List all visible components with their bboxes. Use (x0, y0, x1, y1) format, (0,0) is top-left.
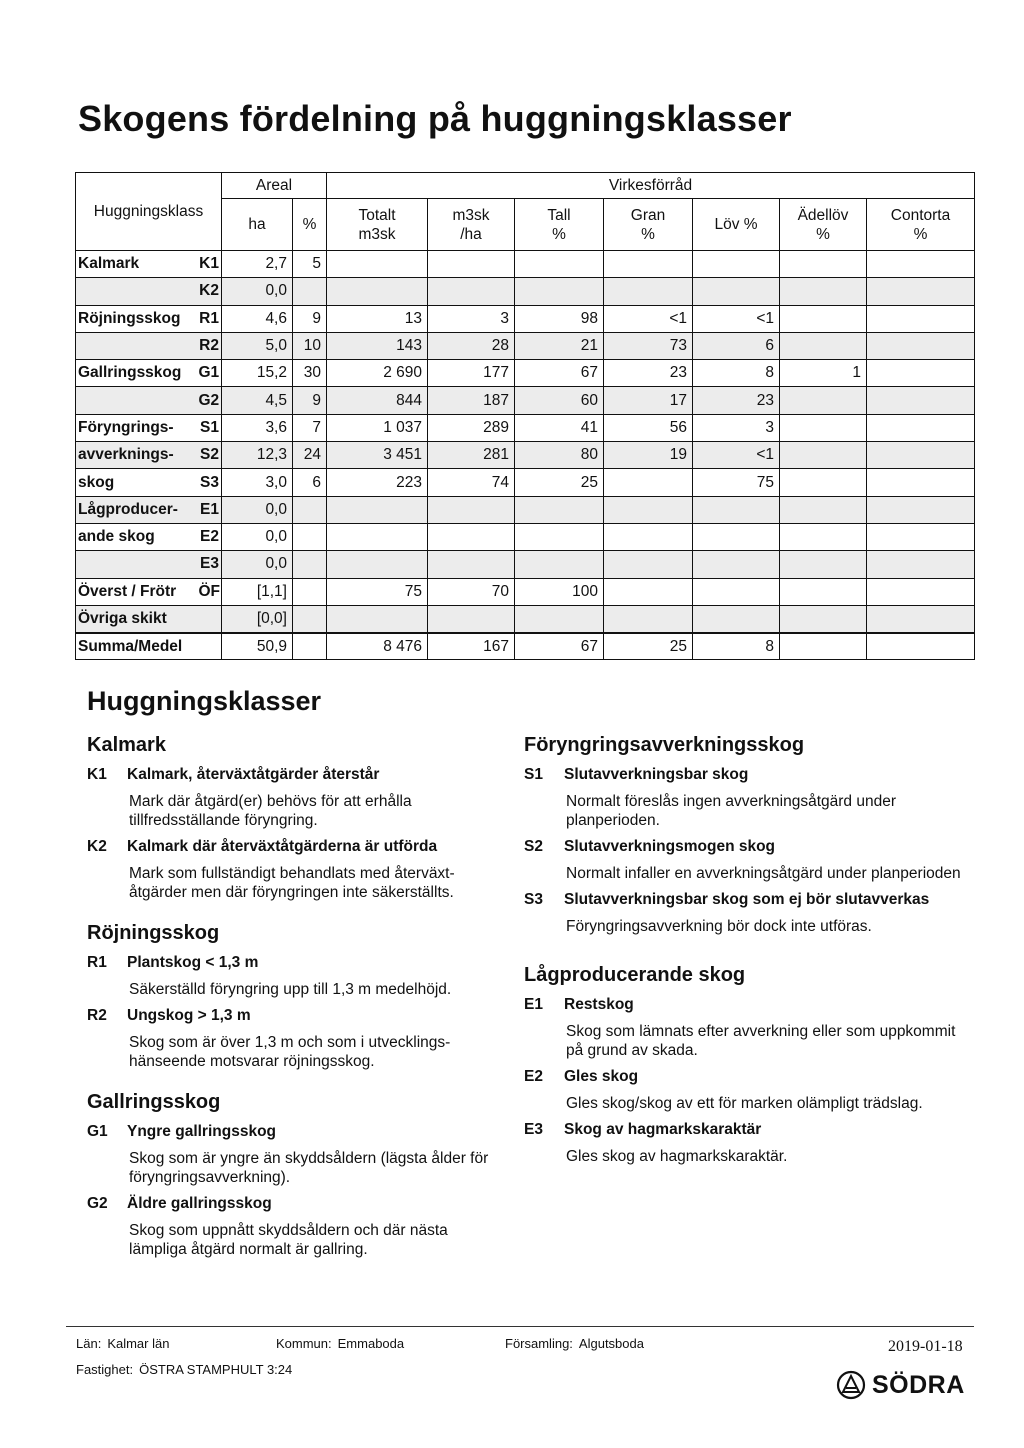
cell-pct: 7 (293, 414, 327, 441)
cell-lov (693, 523, 780, 550)
table-row (76, 414, 975, 441)
cell-tall: 67 (515, 360, 604, 387)
cell-totalt: 1 037 (327, 414, 428, 441)
item-description: Säkerställd föryngring upp till 1,3 m medelhöjd. (129, 981, 452, 998)
item-description: Skog som uppnått skyddsåldern och där nästa lämpliga åtgärd normalt är gallring. (129, 1222, 448, 1258)
row-class: S1 (194, 414, 222, 441)
item-description: Föryngringsavverkning bör dock inte utföras. (566, 918, 872, 935)
cell-pct: 9 (293, 387, 327, 414)
definition-item (87, 1195, 507, 1259)
row-name (76, 551, 194, 578)
header-adellov: Ädellöv % (780, 199, 867, 251)
cell-tall (515, 551, 604, 578)
cell-gran: <1 (604, 305, 693, 332)
cell-cont (867, 332, 975, 359)
page-title: Skogens fördelning på huggningsklasser (78, 98, 792, 139)
cell-adel (780, 523, 867, 550)
cell-lov: 8 (693, 360, 780, 387)
cell-totalt: 2 690 (327, 360, 428, 387)
header-m3sk-ha: m3sk /ha (428, 199, 515, 251)
cell-totalt (327, 523, 428, 550)
item-name: Kalmark, återväxtåtgärder återstår (127, 766, 380, 783)
cell-m3ha (428, 605, 515, 633)
cell-totalt: 223 (327, 469, 428, 496)
footer-date: 2019-01-18 (888, 1338, 963, 1355)
cell-pct (293, 551, 327, 578)
cell-totalt (327, 278, 428, 305)
item-name: Äldre gallringsskog (127, 1195, 272, 1212)
cell-lov: 23 (693, 387, 780, 414)
cell-cont (867, 442, 975, 469)
cell-gran: 17 (604, 387, 693, 414)
item-name: Gles skog (564, 1068, 639, 1085)
cell-adel (780, 387, 867, 414)
cell-pct (293, 496, 327, 523)
row-name: Röjningsskog (76, 305, 194, 332)
item-description: Normalt föreslås ingen avverkningsåtgärd under planperioden. (566, 793, 896, 829)
table-row (76, 332, 975, 359)
row-class: ÖF (194, 578, 222, 605)
sodra-logo (836, 1370, 965, 1400)
group-lagproducerande-skog (524, 964, 974, 1166)
cell-adel (780, 278, 867, 305)
item-code: R2 (87, 1007, 107, 1024)
cell-m3ha (428, 496, 515, 523)
cell-cont (867, 523, 975, 550)
cell-ha: [1,1] (222, 578, 293, 605)
header-huggningsklass: Huggningsklass (76, 173, 222, 251)
item-name: Plantskog < 1,3 m (127, 954, 259, 971)
cell-pct: 30 (293, 360, 327, 387)
group-title: Föryngringsavverkningsskog (524, 734, 805, 756)
row-class: G2 (194, 387, 222, 414)
table-row (76, 251, 975, 278)
cell-lov (693, 578, 780, 605)
header-virkesforrad: Virkesförråd (327, 173, 975, 199)
summary-lov: 8 (693, 633, 780, 660)
header-ha: ha (222, 199, 293, 251)
footer-lan: Län: Kalmar län (76, 1336, 170, 1351)
item-name: Slutavverkningsbar skog (564, 766, 749, 783)
row-class: K1 (194, 251, 222, 278)
cell-adel (780, 578, 867, 605)
item-name: Ungskog > 1,3 m (127, 1007, 251, 1024)
cell-m3ha: 70 (428, 578, 515, 605)
cell-totalt (327, 496, 428, 523)
definition-item (87, 1123, 507, 1187)
item-description: Skog som är över 1,3 m och som i utvecklings-hänseende motsvarar röjningsskog. (129, 1034, 451, 1070)
cell-pct: 9 (293, 305, 327, 332)
cell-ha: 0,0 (222, 523, 293, 550)
cell-totalt: 143 (327, 332, 428, 359)
header-tall: Tall % (515, 199, 604, 251)
cell-ha: 3,0 (222, 469, 293, 496)
cell-gran: 19 (604, 442, 693, 469)
item-name: Slutavverkningsmogen skog (564, 838, 776, 855)
cell-ha: 4,6 (222, 305, 293, 332)
cell-adel (780, 251, 867, 278)
table-row (76, 578, 975, 605)
item-name: Yngre gallringsskog (127, 1123, 277, 1140)
row-name: Kalmark (76, 251, 194, 278)
cell-adel (780, 442, 867, 469)
summary-ha: 50,9 (222, 633, 293, 660)
row-class: R2 (194, 332, 222, 359)
cell-tall (515, 605, 604, 633)
cell-tall (515, 278, 604, 305)
summary-adel (780, 633, 867, 660)
cell-tall: 80 (515, 442, 604, 469)
cell-gran: 73 (604, 332, 693, 359)
cell-m3ha (428, 523, 515, 550)
row-name: Övriga skikt (76, 605, 194, 633)
row-name (76, 278, 194, 305)
cell-tall: 41 (515, 414, 604, 441)
cell-ha: 4,5 (222, 387, 293, 414)
cell-totalt: 844 (327, 387, 428, 414)
row-class: E2 (194, 523, 222, 550)
table-row (76, 305, 975, 332)
item-code: R1 (87, 954, 107, 971)
cell-totalt: 13 (327, 305, 428, 332)
table-row (76, 523, 975, 550)
footer-kommun: Kommun: Emmaboda (276, 1336, 405, 1351)
cell-m3ha: 177 (428, 360, 515, 387)
footer-forsamling: Församling: Algutsboda (505, 1336, 644, 1351)
definition-item (87, 766, 507, 830)
cell-gran (604, 605, 693, 633)
cell-cont (867, 414, 975, 441)
cell-tall: 60 (515, 387, 604, 414)
cell-tall: 98 (515, 305, 604, 332)
summary-row (76, 633, 975, 660)
row-class: E3 (194, 551, 222, 578)
distribution-table (75, 172, 975, 660)
cell-cont (867, 360, 975, 387)
cell-lov: 75 (693, 469, 780, 496)
cell-m3ha (428, 551, 515, 578)
cell-cont (867, 469, 975, 496)
definition-item (524, 766, 974, 830)
cell-pct: 24 (293, 442, 327, 469)
row-name: Överst / Frötr (76, 578, 194, 605)
group-rojningsskog (87, 922, 507, 1071)
header-totalt: Totalt m3sk (327, 199, 428, 251)
cell-adel (780, 496, 867, 523)
definition-item (524, 1068, 974, 1113)
item-code: K1 (87, 766, 107, 783)
table-row (76, 605, 975, 633)
cell-lov (693, 605, 780, 633)
item-description: Mark som fullständigt behandlats med återväxt-åtgärder men där föryngringen inte säkerställts. (129, 865, 455, 901)
cell-gran: 56 (604, 414, 693, 441)
cell-tall: 25 (515, 469, 604, 496)
item-description: Skog som är yngre än skyddsåldern (lägsta ålder för föryngringsavverkning). (129, 1150, 489, 1186)
cell-m3ha: 187 (428, 387, 515, 414)
row-class: S3 (194, 469, 222, 496)
row-class: E1 (194, 496, 222, 523)
cell-ha: [0,0] (222, 605, 293, 633)
cell-ha: 3,6 (222, 414, 293, 441)
group-foryngringsavverkningsskog (524, 734, 974, 936)
row-name: skog (76, 469, 194, 496)
sodra-logo-icon (836, 1370, 866, 1400)
cell-gran (604, 469, 693, 496)
summary-tall: 67 (515, 633, 604, 660)
summary-m3ha: 167 (428, 633, 515, 660)
table-row (76, 551, 975, 578)
cell-lov (693, 278, 780, 305)
definition-item (524, 891, 974, 936)
cell-gran (604, 251, 693, 278)
cell-totalt (327, 551, 428, 578)
header-areal: Areal (222, 173, 327, 199)
row-class: R1 (194, 305, 222, 332)
summary-gran: 25 (604, 633, 693, 660)
cell-pct: 10 (293, 332, 327, 359)
cell-lov: 6 (693, 332, 780, 359)
row-name: Lågproducer- (76, 496, 194, 523)
summary-label: Summa/Medel (76, 633, 222, 660)
item-description: Skog som lämnats efter avverkning eller som uppkommit på grund av skada. (566, 1023, 956, 1059)
definition-item (524, 996, 974, 1060)
cell-gran (604, 496, 693, 523)
cell-totalt (327, 251, 428, 278)
definition-item (87, 838, 507, 902)
table-row (76, 360, 975, 387)
item-code: E2 (524, 1068, 543, 1085)
cell-lov (693, 496, 780, 523)
row-name: ande skog (76, 523, 194, 550)
header-pct: % (293, 199, 327, 251)
cell-cont (867, 387, 975, 414)
cell-adel (780, 414, 867, 441)
cell-ha: 0,0 (222, 496, 293, 523)
cell-adel (780, 551, 867, 578)
item-description: Gles skog av hagmarkskaraktär. (566, 1148, 788, 1165)
summary-totalt: 8 476 (327, 633, 428, 660)
cell-adel (780, 332, 867, 359)
item-name: Skog av hagmarkskaraktär (564, 1121, 762, 1138)
header-gran: Gran % (604, 199, 693, 251)
row-name (76, 332, 194, 359)
cell-pct (293, 278, 327, 305)
cell-totalt: 3 451 (327, 442, 428, 469)
group-title: Lågproducerande skog (524, 964, 746, 986)
cell-ha: 0,0 (222, 551, 293, 578)
cell-m3ha (428, 251, 515, 278)
cell-pct: 5 (293, 251, 327, 278)
cell-adel (780, 605, 867, 633)
cell-adel (780, 305, 867, 332)
table-row (76, 442, 975, 469)
cell-lov: 3 (693, 414, 780, 441)
item-code: G2 (87, 1195, 108, 1212)
footer-fastighet: Fastighet: ÖSTRA STAMPHULT 3:24 (76, 1362, 293, 1377)
group-title: Gallringsskog (87, 1091, 221, 1113)
cell-pct (293, 605, 327, 633)
item-code: S1 (524, 766, 543, 783)
cell-cont (867, 251, 975, 278)
item-code: S3 (524, 891, 543, 908)
summary-pct (293, 633, 327, 660)
cell-gran (604, 551, 693, 578)
item-name: Slutavverkningsbar skog som ej bör slutavverkas (564, 891, 930, 908)
cell-gran (604, 278, 693, 305)
cell-pct (293, 523, 327, 550)
definitions-title: Huggningsklasser (87, 686, 322, 716)
cell-tall: 21 (515, 332, 604, 359)
cell-totalt (327, 605, 428, 633)
cell-cont (867, 605, 975, 633)
cell-gran (604, 523, 693, 550)
cell-ha: 0,0 (222, 278, 293, 305)
definition-item (524, 1121, 974, 1166)
definition-item (524, 838, 974, 883)
cell-pct: 6 (293, 469, 327, 496)
cell-m3ha: 281 (428, 442, 515, 469)
cell-ha: 15,2 (222, 360, 293, 387)
row-class: K2 (194, 278, 222, 305)
cell-m3ha: 289 (428, 414, 515, 441)
cell-cont (867, 578, 975, 605)
table-row (76, 496, 975, 523)
item-description: Mark där åtgärd(er) behövs för att erhålla tillfredsställande föryngring. (129, 793, 412, 829)
item-code: E1 (524, 996, 543, 1013)
item-name: Kalmark där återväxtåtgärderna är utförda (127, 838, 438, 855)
row-class: S2 (194, 442, 222, 469)
group-title: Röjningsskog (87, 922, 220, 944)
cell-tall: 100 (515, 578, 604, 605)
cell-adel (780, 469, 867, 496)
cell-lov: <1 (693, 442, 780, 469)
item-code: G1 (87, 1123, 108, 1140)
definition-item (87, 1007, 507, 1071)
definition-item (87, 954, 507, 999)
row-name: Gallringsskog (76, 360, 194, 387)
cell-tall (515, 496, 604, 523)
cell-lov: <1 (693, 305, 780, 332)
cell-tall (515, 251, 604, 278)
definitions-right-column (524, 734, 974, 1186)
group-kalmark (87, 734, 507, 902)
cell-gran: 23 (604, 360, 693, 387)
cell-cont (867, 496, 975, 523)
table-row (76, 387, 975, 414)
item-name: Restskog (564, 996, 634, 1013)
cell-cont (867, 305, 975, 332)
cell-totalt: 75 (327, 578, 428, 605)
cell-ha: 12,3 (222, 442, 293, 469)
group-gallringsskog (87, 1091, 507, 1259)
item-code: K2 (87, 838, 107, 855)
item-description: Normalt infaller en avverkningsåtgärd under planperioden (566, 865, 961, 882)
group-title: Kalmark (87, 734, 166, 756)
item-code: E3 (524, 1121, 543, 1138)
definitions-left-column (87, 734, 507, 1279)
cell-m3ha: 74 (428, 469, 515, 496)
cell-adel: 1 (780, 360, 867, 387)
row-class (194, 605, 222, 633)
cell-m3ha: 28 (428, 332, 515, 359)
item-code: S2 (524, 838, 543, 855)
summary-cont (867, 633, 975, 660)
table-row (76, 469, 975, 496)
cell-cont (867, 278, 975, 305)
cell-m3ha (428, 278, 515, 305)
cell-gran (604, 578, 693, 605)
row-class: G1 (194, 360, 222, 387)
sodra-logo-text: SÖDRA (872, 1370, 965, 1399)
header-lov: Löv % (693, 199, 780, 251)
row-name: Föryngrings- (76, 414, 194, 441)
header-contorta: Contorta % (867, 199, 975, 251)
cell-m3ha: 3 (428, 305, 515, 332)
cell-tall (515, 523, 604, 550)
footer-divider (66, 1326, 974, 1327)
row-name (76, 387, 194, 414)
cell-lov (693, 251, 780, 278)
cell-cont (867, 551, 975, 578)
row-name: avverknings- (76, 442, 194, 469)
item-description: Gles skog/skog av ett för marken olämpligt trädslag. (566, 1095, 923, 1112)
cell-pct (293, 578, 327, 605)
cell-ha: 2,7 (222, 251, 293, 278)
cell-ha: 5,0 (222, 332, 293, 359)
cell-lov (693, 551, 780, 578)
table-row (76, 278, 975, 305)
